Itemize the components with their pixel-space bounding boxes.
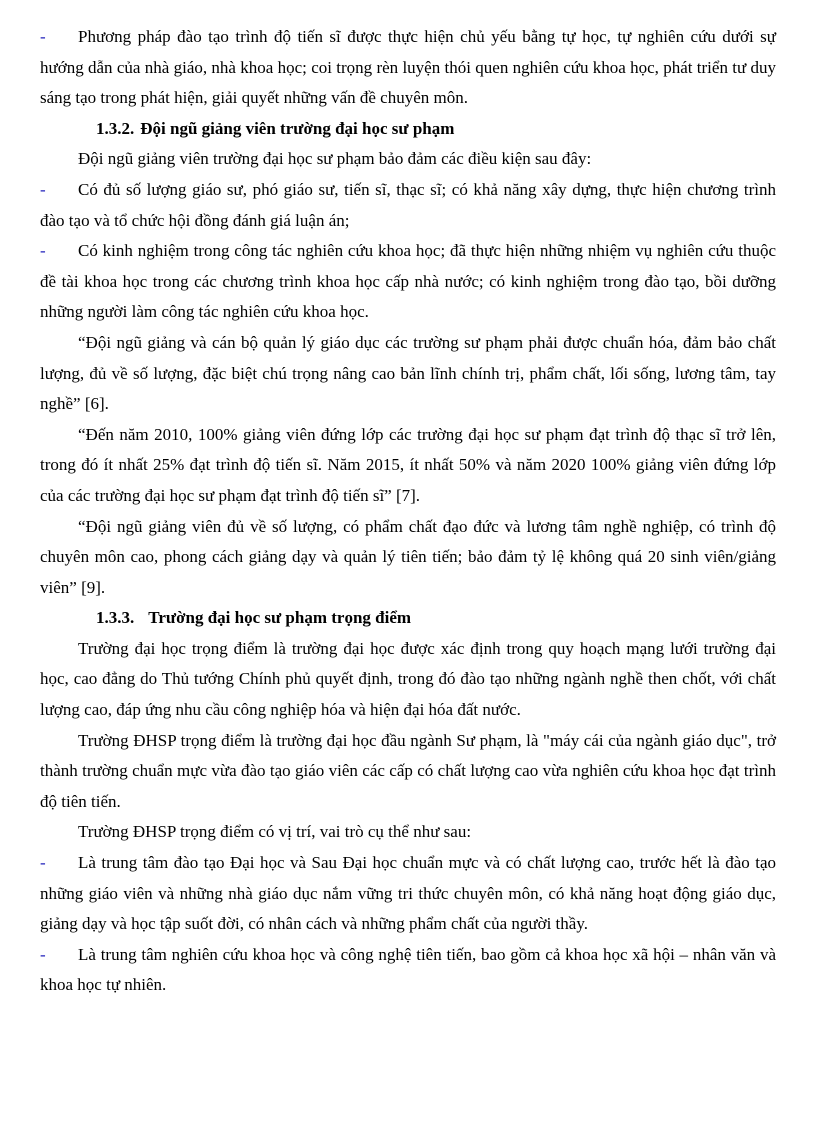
dash-list-item <box>40 175 776 236</box>
list-dash-marker: - <box>40 944 46 964</box>
body-paragraph <box>40 817 776 848</box>
body-paragraph <box>40 634 776 726</box>
dash-list-item <box>40 848 776 940</box>
paragraph-text: Đội ngũ giảng viên trường đại học sư phạm bảo đảm các điều kiện sau đây: <box>78 149 592 169</box>
paragraph-text: Trường đại học trọng điểm là trường đại học được xác định trong quy hoạch mạng lưới trường đại học, cao đẳng do Thủ tướng Chính phủ quyết định, trong đó đào tạo những ngành nghề then chốt, với chất lượng cao, đáp ứng nhu cầu công nghiệp hóa và hiện đại hóa đất nước. <box>40 638 776 720</box>
paragraph-text: “Đến năm 2010, 100% giảng viên đứng lớp các trường đại học sư phạm đạt trình độ thạc sĩ trở lên, trong đó ít nhất 25% đạt trình độ tiến sĩ. Năm 2015, ít nhất 50% và năm 2020 100% giảng viên đứng lớp của các trường đại học sư phạm đạt trình độ tiến sĩ” [7]. <box>40 424 776 505</box>
body-paragraph <box>40 726 776 818</box>
heading-number: 1.3.2. <box>96 118 135 138</box>
heading-title: Trường đại học sư phạm trọng điểm <box>148 608 412 628</box>
dash-list-item <box>40 236 776 328</box>
dash-list-item <box>40 940 776 1001</box>
quote-paragraph <box>40 512 776 604</box>
paragraph-text: “Đội ngũ giảng viên đủ về số lượng, có phẩm chất đạo đức và lương tâm nghề nghiệp, có trình độ chuyên môn cao, phong cách giảng dạy và quản lý tiên tiến; bảo đảm tỷ lệ không quá 20 sinh viên/giảng viên” [9]. <box>40 516 776 597</box>
list-dash-marker: - <box>40 241 46 261</box>
paragraph-text: Là trung tâm đào tạo Đại học và Sau Đại học chuẩn mực và có chất lượng cao, trước hết là đào tạo những giáo viên và những nhà giáo dục nắm vững tri thức chuyên môn, có khả năng hoạt động giáo dục, giảng dạy và học tập suốt đời, có nhân cách và những phẩm chất của người thầy. <box>40 853 776 934</box>
paragraph-text: “Đội ngũ giảng và cán bộ quản lý giáo dục các trường sư phạm phải được chuẩn hóa, đảm bảo chất lượng, đủ về số lượng, đặc biệt chú trọng nâng cao bản lĩnh chính trị, phẩm chất, lối sống, lương tâm, tay nghề” [6]. <box>40 332 776 414</box>
quote-paragraph <box>40 420 776 512</box>
section-heading-1-3-3 <box>96 603 776 634</box>
paragraph-text: Là trung tâm nghiên cứu khoa học và công nghệ tiên tiến, bao gồm cả khoa học xã hội – nhân văn và khoa học tự nhiên. <box>40 944 776 995</box>
paragraph-text: Trường ĐHSP trọng điểm là trường đại học đầu ngành Sư phạm, là "máy cái của ngành giáo dục", trở thành trường chuẩn mực vừa đào tạo giáo viên các cấp có chất lượng cao vừa nghiên cứu khoa học đạt trình độ tiên tiến. <box>40 730 776 811</box>
paragraph-text: Phương pháp đào tạo trình độ tiến sĩ được thực hiện chủ yếu bằng tự học, tự nghiên cứu dưới sự hướng dẫn của nhà giáo, nhà khoa học; coi trọng rèn luyện thói quen nghiên cứu khoa học, phát triển tư duy sáng tạo trong phát hiện, giải quyết những vấn đề chuyên môn. <box>40 27 776 108</box>
dash-list-item <box>40 22 776 114</box>
quote-paragraph <box>40 328 776 420</box>
paragraph-text: Trường ĐHSP trọng điểm có vị trí, vai trò cụ thể như sau: <box>78 822 472 842</box>
section-heading-1-3-2 <box>96 114 776 145</box>
body-paragraph <box>40 144 776 175</box>
list-dash-marker: - <box>40 179 46 199</box>
paragraph-text: Có đủ số lượng giáo sư, phó giáo sư, tiến sĩ, thạc sĩ; có khả năng xây dựng, thực hiện chương trình đào tạo và tổ chức hội đồng đánh giá luận án; <box>40 179 776 230</box>
list-dash-marker: - <box>40 27 46 46</box>
paragraph-text: Có kinh nghiệm trong công tác nghiên cứu khoa học; đã thực hiện những nhiệm vụ nghiên cứu thuộc đề tài khoa học trong các chương trình khoa học cấp nhà nước; có kinh nghiệm trong đào tạo, bồi dưỡng những người làm công tác nghiên cứu khoa học. <box>40 241 776 322</box>
heading-number: 1.3.3. <box>96 608 135 628</box>
list-dash-marker: - <box>40 853 46 873</box>
heading-title: Đội ngũ giảng viên trường đại học sư phạm <box>140 118 455 138</box>
